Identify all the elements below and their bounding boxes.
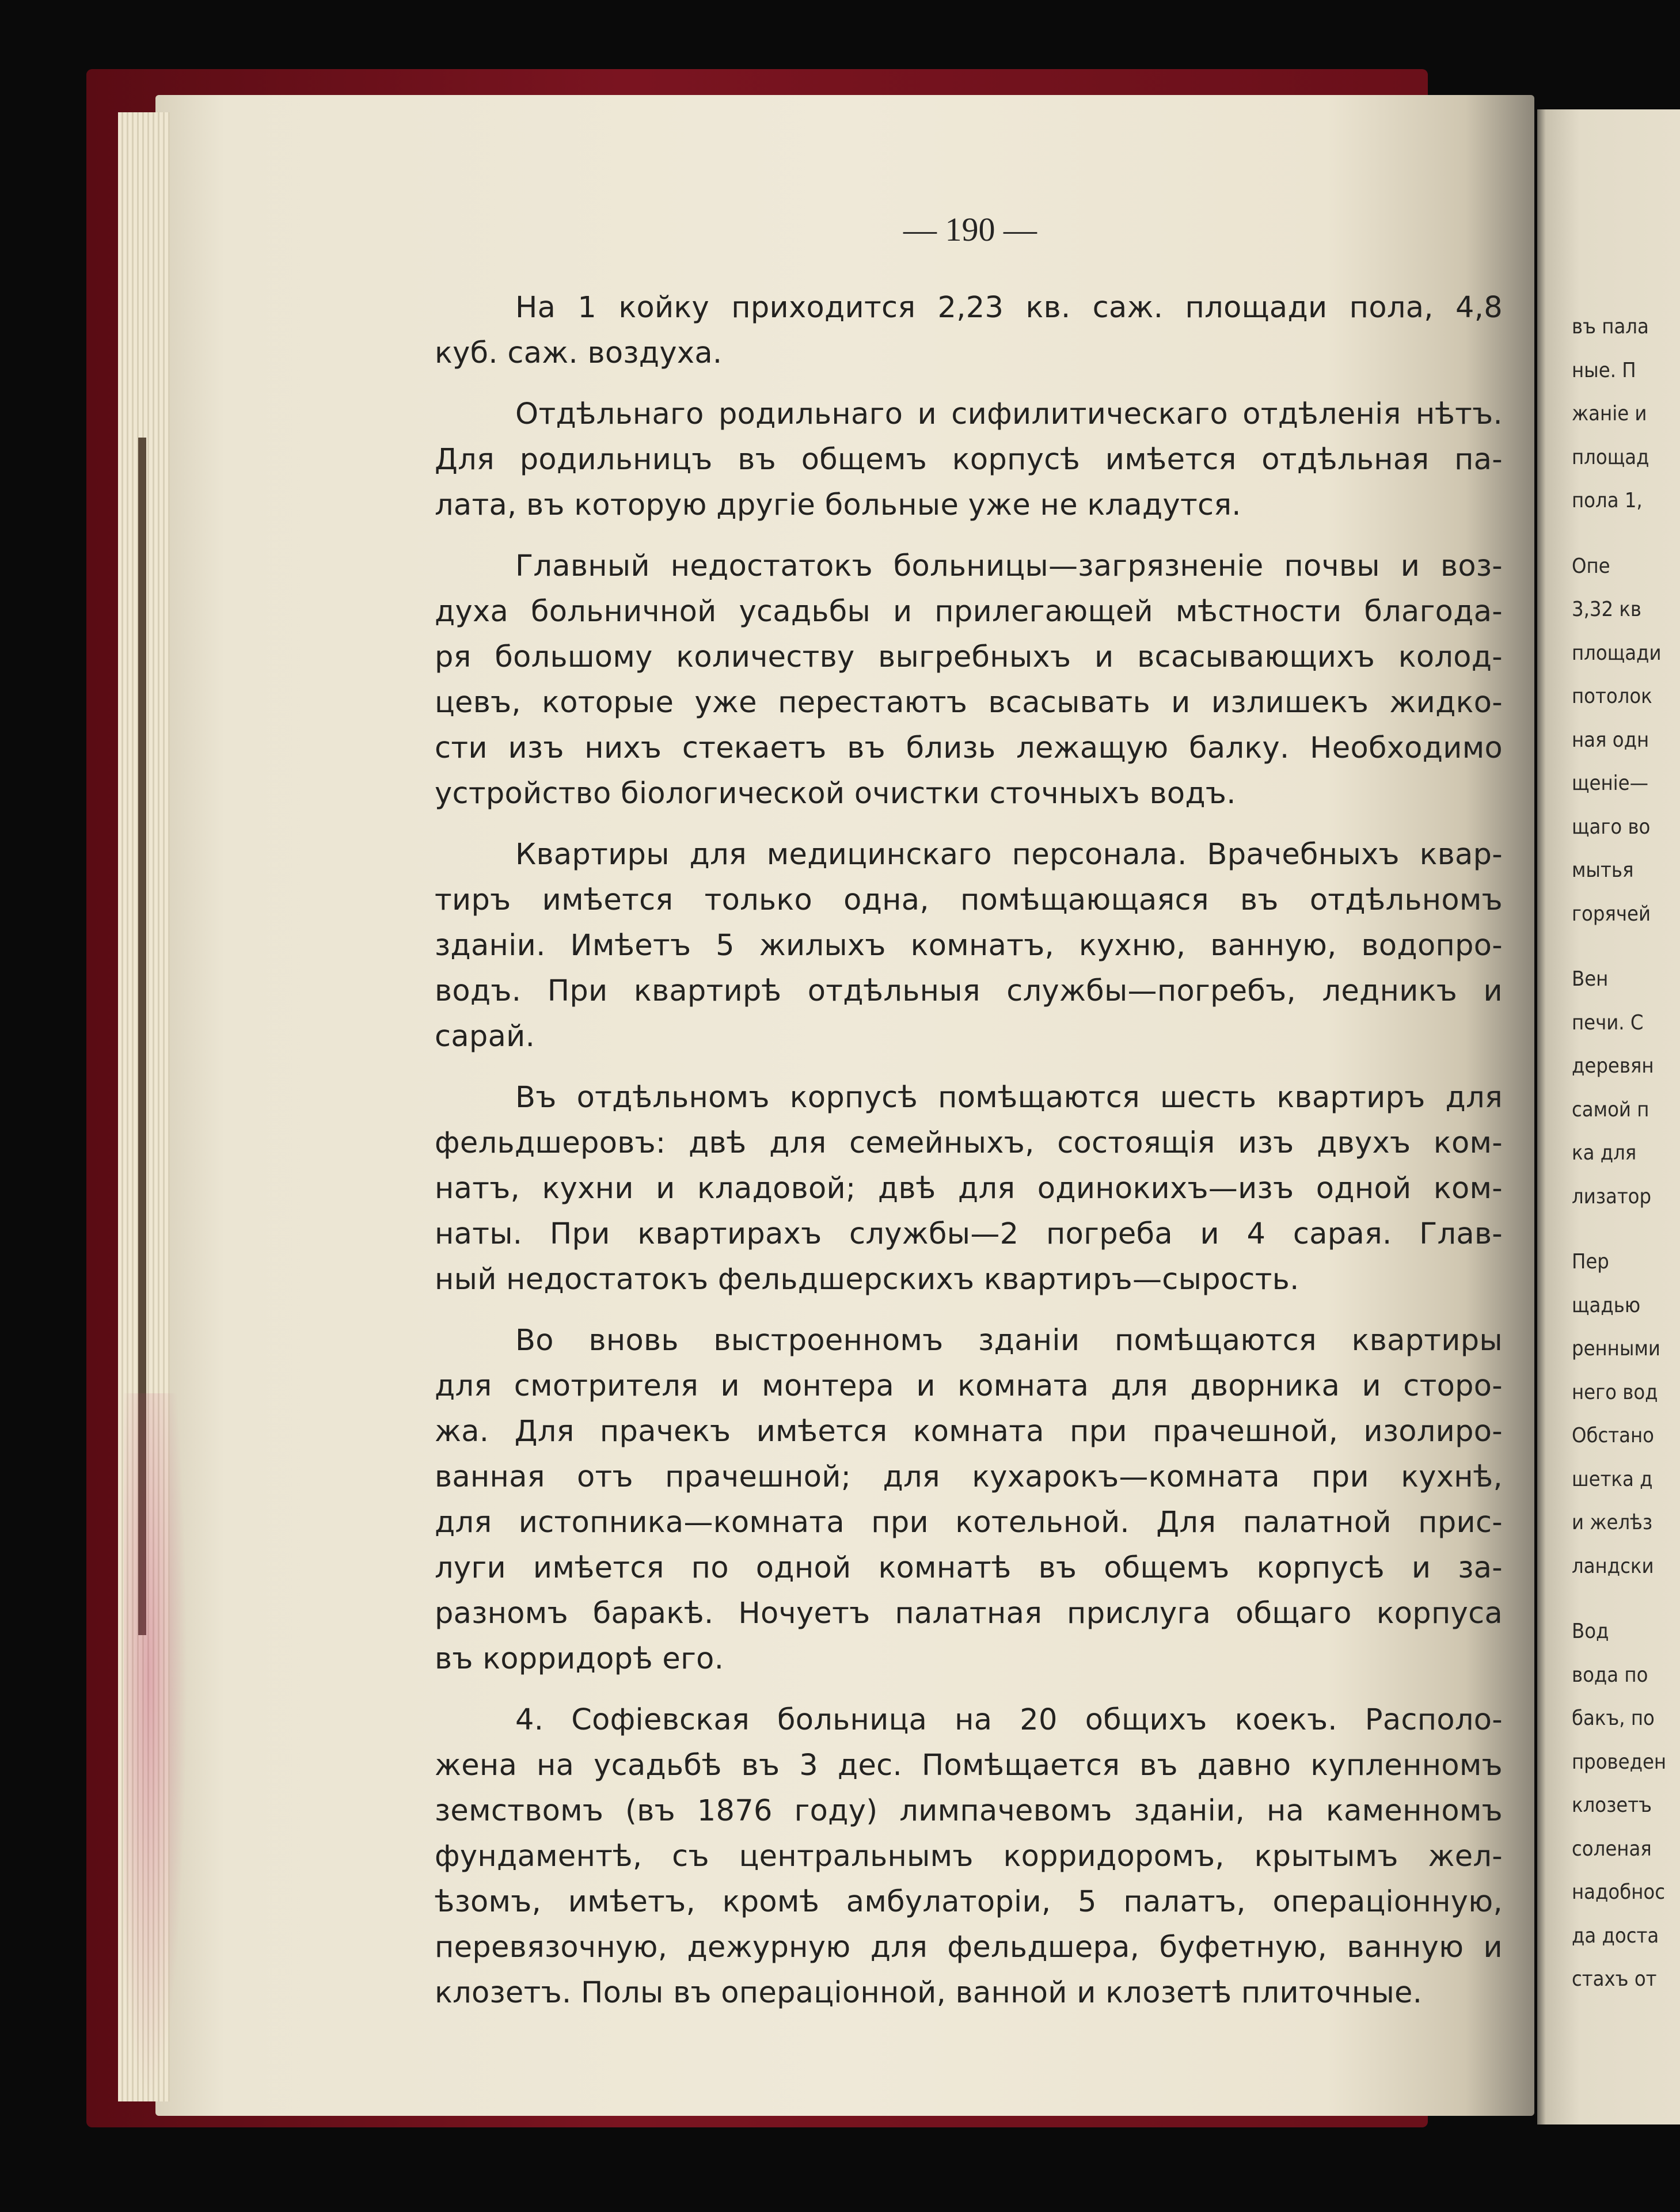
text-line: Во вновь выстроенномъ зданіи помѣщаются квартиры [515, 1324, 1503, 1358]
text-line: фундаментѣ, съ центральнымъ корридоромъ, крытымъ жел- [435, 1839, 1503, 1873]
right-page-line: 3,32 кв [1572, 598, 1642, 621]
right-page-line: потолок [1572, 685, 1652, 708]
text-line: духа больничной усадьбы и прилегающей мѣстности благода- [435, 595, 1503, 629]
right-page-line: жаніе и [1572, 402, 1647, 425]
paragraph [435, 392, 1503, 528]
paragraph [435, 544, 1503, 816]
right-page-line: ная одн [1572, 728, 1649, 752]
text-line: зданіи. Имѣетъ 5 жилыхъ комнатъ, кухню, ванную, водопро- [435, 929, 1503, 963]
right-page-line: ренными [1572, 1337, 1660, 1360]
text-line: ря большому количеству выгребныхъ и всасывающихъ колод- [435, 640, 1503, 674]
page-stain [124, 1393, 187, 2101]
page-number: — 190 — [903, 211, 1037, 248]
text-line: натъ, кухни и кладовой; двѣ для одинокихъ—изъ одной ком- [435, 1172, 1503, 1206]
right-page-line: площади [1572, 641, 1662, 665]
right-page-line: ландски [1572, 1554, 1654, 1578]
right-page-line: щеніе— [1572, 771, 1648, 795]
text-line: разномъ баракѣ. Ночуетъ палатная прислуга общаго корпуса [435, 1597, 1503, 1631]
text-line: Для родильницъ въ общемъ корпусѣ имѣется отдѣльная па- [435, 443, 1503, 477]
right-page-line: деревян [1572, 1054, 1654, 1078]
right-page-line: клозетъ [1572, 1793, 1652, 1817]
spacer [1572, 1218, 1680, 1240]
right-page-line: да доста [1572, 1924, 1659, 1948]
text-line: наты. При квартирахъ службы—2 погреба и 4 сарая. Глав- [435, 1217, 1503, 1251]
text-line: сти изъ нихъ стекаетъ въ близь лежащую балку. Необходимо [435, 731, 1503, 765]
right-page-line: самой п [1572, 1097, 1649, 1122]
right-page [1537, 109, 1680, 2124]
right-page-line: Обстано [1572, 1424, 1654, 1447]
text-line: Главный недостатокъ больницы—загрязненіе почвы и воз- [515, 549, 1503, 583]
right-page-line: печи. С [1572, 1010, 1644, 1035]
paragraph [435, 1318, 1503, 1682]
right-page-line: ка для [1572, 1141, 1637, 1165]
text-line: На 1 койку приходится 2,23 кв. саж. площади пола, 4,8 [515, 291, 1503, 325]
text-line: ванная отъ прачешной; для кухарокъ—комната при кухнѣ, [435, 1460, 1503, 1494]
paragraph [435, 832, 1503, 1059]
text-line: клозетъ. Полы въ операціонной, ванной и клозетѣ плиточные. [435, 1976, 1423, 2010]
spacer [1572, 1588, 1680, 1610]
paragraph [435, 1697, 1503, 2016]
right-page-line: соленая [1572, 1837, 1652, 1861]
text-line: лата, въ которую другіе больные уже не кладутся. [435, 488, 1241, 522]
text-line: цевъ, которые уже перестаютъ всасывать и излишекъ жидко- [435, 686, 1503, 720]
right-page-line: Опе [1572, 554, 1610, 578]
text-line: ѣзомъ, имѣетъ, кромѣ амбулаторіи, 5 палатъ, операціонную, [435, 1885, 1503, 1919]
paragraph [435, 1075, 1503, 1302]
right-page-text [1572, 305, 1680, 2001]
text-line: земствомъ (въ 1876 году) лимпачевомъ зданіи, на каменномъ [435, 1794, 1503, 1828]
right-page-line: щаго во [1572, 815, 1651, 839]
text-line: перевязочную, дежурную для фельдшера, буфетную, ванную и [435, 1930, 1503, 1964]
right-page-line: ные. П [1572, 358, 1636, 382]
text-line: для истопника—комната при котельной. Для палатной прис- [435, 1506, 1503, 1540]
right-page-line: площад [1572, 445, 1649, 469]
text-line: Квартиры для медицинскаго персонала. Врачебныхъ квар- [515, 838, 1503, 872]
spacer [1572, 523, 1680, 545]
right-page-line: надобнос [1572, 1880, 1665, 1904]
right-page-line: въ пала [1572, 315, 1649, 339]
text-line: сарай. [435, 1020, 535, 1054]
text-line: жа. Для прачекъ имѣется комната при прачешной, изолиро- [435, 1415, 1503, 1449]
right-page-line: него вод [1572, 1380, 1658, 1404]
text-line: ный недостатокъ фельдшерскихъ квартиръ—сырость. [435, 1263, 1299, 1297]
right-page-line: вода по [1572, 1663, 1648, 1687]
text-line: куб. саж. воздуха. [435, 336, 723, 370]
text-line: фельдшеровъ: двѣ для семейныхъ, состоящія изъ двухъ ком- [435, 1126, 1503, 1160]
right-page-line: Вен [1572, 967, 1609, 991]
right-page-line: бакъ, по [1572, 1706, 1655, 1730]
text-line: луги имѣется по одной комнатѣ въ общемъ корпусѣ и за- [435, 1551, 1503, 1585]
right-page-line: щадью [1572, 1293, 1641, 1317]
text-line: Въ отдѣльномъ корпусѣ помѣщаются шесть квартиръ для [515, 1081, 1503, 1115]
text-line: тиръ имѣется только одна, помѣщающаяся въ отдѣльномъ [435, 883, 1503, 917]
text-line: устройство біологической очистки сточныхъ водъ. [435, 777, 1236, 811]
right-page-line: пола 1, [1572, 489, 1643, 512]
right-page-line: Вод [1572, 1620, 1609, 1643]
page-body [435, 285, 1503, 2031]
text-line: въ корридорѣ его. [435, 1642, 724, 1676]
text-line: Отдѣльнаго родильнаго и сифилитическаго отдѣленія нѣтъ. [515, 397, 1503, 431]
paragraph [435, 285, 1503, 376]
right-page-line: и желѣз [1572, 1511, 1653, 1534]
right-page-line: шетка д [1572, 1467, 1653, 1491]
text-line: жена на усадьбѣ въ 3 дес. Помѣщается въ давно купленномъ [435, 1749, 1503, 1782]
text-line: 4. Софіевская больница на 20 общихъ коекъ. Располо- [515, 1703, 1503, 1737]
spacer [1572, 936, 1680, 957]
right-page-line: проведен [1572, 1750, 1667, 1774]
right-page-line: лизатор [1572, 1184, 1652, 1208]
right-page-line: горячей [1572, 902, 1651, 926]
right-page-line: мытья [1572, 858, 1634, 882]
text-line: для смотрителя и монтера и комната для дворника и сторо- [435, 1369, 1503, 1403]
right-page-line: стахъ от [1572, 1967, 1657, 1991]
text-line: водъ. При квартирѣ отдѣльныя службы—погребъ, ледникъ и [435, 974, 1503, 1008]
right-page-line: Пер [1572, 1250, 1609, 1274]
